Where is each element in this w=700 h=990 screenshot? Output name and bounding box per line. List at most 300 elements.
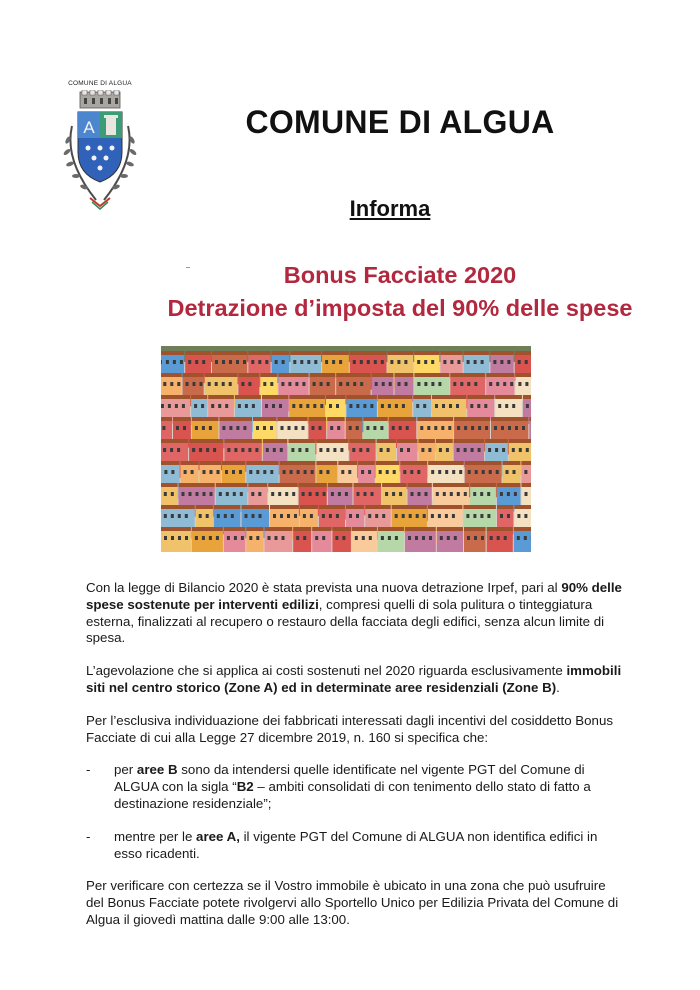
window-shape: [229, 382, 232, 386]
house-shape: [332, 530, 351, 552]
window-shape: [450, 360, 453, 364]
roof-shape: [387, 351, 413, 355]
window-shape: [171, 536, 174, 540]
window-shape: [273, 448, 276, 452]
house-shape: [486, 376, 514, 398]
roof-shape: [248, 483, 267, 487]
roof-shape: [161, 483, 178, 487]
window-shape: [356, 514, 359, 518]
window-shape: [502, 448, 505, 452]
window-shape: [256, 426, 259, 430]
window-shape: [305, 448, 308, 452]
window-shape: [226, 492, 229, 496]
window-shape: [466, 514, 469, 518]
window-shape: [332, 360, 335, 364]
window-shape: [298, 448, 301, 452]
window-shape: [393, 470, 396, 474]
roof-shape: [173, 417, 191, 421]
window-shape: [431, 360, 434, 364]
window-shape: [518, 360, 521, 364]
window-shape: [438, 382, 441, 386]
roof-shape: [378, 395, 412, 399]
window-shape: [487, 492, 490, 496]
window-shape: [309, 492, 312, 496]
window-shape: [395, 404, 398, 408]
window-shape: [287, 514, 290, 518]
window-shape: [404, 360, 407, 364]
window-shape: [470, 404, 473, 408]
window-shape: [222, 360, 225, 364]
window-shape: [329, 404, 332, 408]
house-shape: [224, 530, 245, 552]
window-shape: [270, 426, 273, 430]
house-shape: [405, 530, 436, 552]
roof-shape: [338, 461, 357, 465]
window-shape: [398, 382, 401, 386]
window-shape: [326, 448, 329, 452]
window-shape: [193, 382, 196, 386]
window-shape: [417, 470, 420, 474]
roof-shape: [346, 395, 377, 399]
window-shape: [180, 360, 183, 364]
window-shape: [522, 426, 525, 430]
window-shape: [225, 470, 228, 474]
window-shape: [245, 514, 248, 518]
roof-shape: [216, 483, 248, 487]
house-shape: [293, 530, 311, 552]
window-shape: [293, 360, 296, 364]
window-shape: [268, 536, 271, 540]
roof-shape: [246, 527, 263, 531]
bullet-text: per: [114, 762, 137, 778]
window-shape: [498, 404, 501, 408]
window-shape: [236, 360, 239, 364]
window-shape: [459, 470, 462, 474]
window-shape: [161, 360, 162, 364]
paragraph-2: [86, 663, 626, 697]
bullet-item-aree-b: [86, 762, 626, 812]
window-shape: [431, 470, 434, 474]
window-shape: [185, 536, 188, 540]
window-shape: [464, 492, 467, 496]
window-shape: [241, 382, 244, 386]
municipal-crest: [58, 80, 142, 214]
roof-shape: [515, 373, 531, 377]
roof-shape: [196, 505, 213, 509]
roof-shape: [464, 527, 486, 531]
window-shape: [218, 404, 221, 408]
window-shape: [320, 404, 323, 408]
window-shape: [464, 448, 467, 452]
window-shape: [282, 536, 285, 540]
window-shape: [439, 448, 442, 452]
window-shape: [467, 360, 470, 364]
window-shape: [489, 382, 492, 386]
roof-shape: [185, 351, 211, 355]
window-shape: [481, 360, 484, 364]
informa-heading: Informa: [349, 196, 431, 221]
window-shape: [215, 360, 218, 364]
roof-shape: [417, 417, 453, 421]
window-shape: [368, 514, 371, 518]
window-shape: [199, 448, 202, 452]
window-shape: [302, 382, 305, 386]
window-shape: [399, 426, 402, 430]
window-shape: [464, 426, 467, 430]
window-shape: [252, 514, 255, 518]
window-shape: [510, 382, 513, 386]
roof-shape: [428, 505, 463, 509]
roof-shape: [497, 483, 521, 487]
roof-shape: [378, 527, 404, 531]
window-shape: [171, 470, 174, 474]
window-shape: [203, 492, 206, 496]
roof-shape: [521, 461, 531, 465]
window-shape: [467, 536, 470, 540]
window-shape: [349, 426, 352, 430]
window-shape: [195, 360, 198, 364]
roof-shape: [358, 461, 375, 465]
window-shape: [500, 492, 503, 496]
window-shape: [417, 382, 420, 386]
window-shape: [323, 492, 326, 496]
window-shape: [265, 360, 268, 364]
roof-shape: [495, 395, 522, 399]
crest-letter: A: [83, 118, 95, 137]
window-shape: [381, 536, 384, 540]
window-shape: [195, 536, 198, 540]
window-shape: [408, 536, 411, 540]
roof-shape: [400, 461, 427, 465]
roof-shape: [414, 351, 439, 355]
window-shape: [411, 492, 414, 496]
window-shape: [192, 448, 195, 452]
window-shape: [295, 382, 298, 386]
window-shape: [422, 536, 425, 540]
roof-shape: [260, 373, 277, 377]
window-shape: [175, 404, 178, 408]
roof-shape: [397, 439, 417, 443]
roof-shape: [346, 505, 364, 509]
roof-shape: [242, 505, 270, 509]
window-shape: [213, 448, 216, 452]
window-shape: [238, 404, 241, 408]
window-shape: [488, 448, 491, 452]
window-shape: [452, 470, 455, 474]
roof-shape: [212, 351, 247, 355]
window-shape: [489, 470, 492, 474]
window-shape: [325, 360, 328, 364]
window-shape: [288, 382, 291, 386]
paragraph-2-text-a: L’agevolazione che si applica ai costi sostenuti nel 2020 riguarda esclusivamente: [86, 663, 567, 679]
window-shape: [438, 470, 441, 474]
roof-shape: [485, 439, 508, 443]
window-shape: [195, 426, 198, 430]
window-shape: [380, 426, 383, 430]
roof-shape: [376, 461, 400, 465]
window-shape: [279, 404, 282, 408]
window-shape: [348, 470, 351, 474]
window-shape: [496, 382, 499, 386]
window-shape: [225, 404, 228, 408]
window-shape: [327, 382, 330, 386]
roof-shape: [414, 373, 449, 377]
bullet-dash: -: [86, 828, 91, 844]
window-shape: [232, 470, 235, 474]
crest-caption: COMUNE DI ALGUA: [68, 80, 132, 87]
roof-shape: [222, 461, 245, 465]
roof-shape: [326, 395, 345, 399]
roof-shape: [490, 351, 513, 355]
roof-shape: [179, 483, 215, 487]
window-shape: [162, 426, 165, 430]
window-shape: [473, 492, 476, 496]
window-shape: [362, 536, 365, 540]
window-shape: [255, 448, 258, 452]
window-shape: [402, 404, 405, 408]
roof-shape: [405, 527, 436, 531]
headline-line-1: Bonus Facciate 2020: [283, 262, 517, 288]
roof-shape: [437, 527, 463, 531]
window-shape: [367, 360, 370, 364]
window-shape: [428, 448, 431, 452]
roof-shape: [428, 461, 464, 465]
window-shape: [171, 514, 174, 518]
house-shape: [464, 530, 486, 552]
roof-shape: [309, 417, 327, 421]
window-shape: [415, 536, 418, 540]
window-shape: [339, 382, 342, 386]
window-shape: [217, 514, 220, 518]
window-shape: [501, 426, 504, 430]
window-shape: [517, 514, 520, 518]
roof-shape: [270, 505, 299, 509]
window-shape: [399, 492, 402, 496]
window-shape: [182, 492, 185, 496]
window-shape: [356, 426, 359, 430]
paragraph-2-bold: immobili siti nel centro storico (Zone A) ed in determinate aree residenziali (Zone B): [86, 663, 622, 695]
window-shape: [424, 382, 427, 386]
colorful-town-photo-icon: [161, 346, 531, 552]
window-shape: [381, 360, 384, 364]
house-shape: [161, 530, 191, 552]
window-shape: [206, 448, 209, 452]
window-shape: [252, 404, 255, 408]
window-shape: [447, 536, 450, 540]
window-shape: [395, 514, 398, 518]
window-shape: [263, 426, 266, 430]
house-shape: [319, 508, 345, 530]
window-shape: [178, 514, 181, 518]
window-shape: [231, 514, 234, 518]
roof-shape: [192, 417, 219, 421]
window-shape: [355, 536, 358, 540]
window-shape: [349, 404, 352, 408]
roof-shape: [310, 373, 336, 377]
window-shape: [371, 492, 374, 496]
window-shape: [434, 426, 437, 430]
window-shape: [291, 448, 294, 452]
window-shape: [315, 536, 318, 540]
window-shape: [331, 492, 334, 496]
roof-shape: [246, 461, 278, 465]
window-shape: [202, 426, 205, 430]
window-shape: [243, 426, 246, 430]
window-shape: [241, 536, 244, 540]
window-shape: [517, 536, 520, 540]
roof-shape: [497, 505, 513, 509]
window-shape: [270, 470, 273, 474]
window-shape: [416, 514, 419, 518]
window-shape: [457, 492, 460, 496]
window-shape: [512, 448, 515, 452]
window-shape: [234, 448, 237, 452]
roof-shape: [161, 505, 195, 509]
window-shape: [329, 514, 332, 518]
paragraph-1-bold: 90% delle spese sostenute per interventi edilizi: [86, 580, 622, 612]
window-shape: [248, 448, 251, 452]
window-shape: [443, 492, 446, 496]
house-shape: [265, 530, 293, 552]
window-shape: [178, 536, 181, 540]
window-shape: [526, 404, 529, 408]
window-shape: [168, 404, 171, 408]
window-shape: [507, 360, 510, 364]
window-shape: [263, 470, 266, 474]
roof-shape: [192, 527, 223, 531]
window-shape: [299, 404, 302, 408]
window-shape: [397, 360, 400, 364]
window-shape: [283, 470, 286, 474]
window-shape: [375, 514, 378, 518]
window-shape: [388, 404, 391, 408]
window-shape: [322, 536, 325, 540]
window-shape: [259, 514, 262, 518]
window-shape: [292, 404, 295, 408]
window-shape: [285, 492, 288, 496]
roof-shape: [327, 417, 345, 421]
window-shape: [304, 470, 307, 474]
window-shape: [497, 536, 500, 540]
roof-shape: [263, 439, 288, 443]
window-shape: [525, 492, 528, 496]
window-shape: [345, 492, 348, 496]
window-shape: [185, 514, 188, 518]
roof-shape: [346, 417, 363, 421]
window-shape: [402, 514, 405, 518]
roof-shape: [354, 483, 382, 487]
window-shape: [202, 360, 205, 364]
window-shape: [229, 426, 232, 430]
window-shape: [431, 382, 434, 386]
window-shape: [164, 536, 167, 540]
window-shape: [494, 426, 497, 430]
window-shape: [248, 382, 251, 386]
window-shape: [265, 404, 268, 408]
window-shape: [443, 360, 446, 364]
window-shape: [164, 514, 167, 518]
window-shape: [313, 404, 316, 408]
roof-shape: [238, 373, 259, 377]
window-shape: [457, 448, 460, 452]
roof-shape: [272, 351, 290, 355]
window-shape: [258, 492, 261, 496]
roof-shape: [219, 417, 252, 421]
window-shape: [336, 404, 339, 408]
roof-shape: [392, 505, 427, 509]
window-shape: [406, 426, 409, 430]
window-shape: [512, 404, 515, 408]
house-shape: [352, 530, 377, 552]
window-shape: [471, 426, 474, 430]
roof-shape: [467, 395, 494, 399]
window-shape: [163, 382, 166, 386]
window-shape: [189, 492, 192, 496]
roof-shape: [413, 395, 431, 399]
window-shape: [495, 448, 498, 452]
window-shape: [388, 536, 391, 540]
roof-shape: [389, 417, 417, 421]
window-shape: [177, 382, 180, 386]
paragraph-1-text-b: , compresi quelli di sola pulitura o tinteggiatura esterna, finalizzati al recupero o restauro della facciata degli edifici, senza alcun limite di spesa.: [86, 596, 605, 646]
window-shape: [507, 492, 510, 496]
window-shape: [448, 426, 451, 430]
window-shape: [457, 360, 460, 364]
window-shape: [314, 360, 317, 364]
roof-shape: [262, 395, 288, 399]
window-shape: [471, 448, 474, 452]
window-shape: [310, 514, 313, 518]
window-shape: [445, 470, 448, 474]
window-shape: [481, 536, 484, 540]
house-shape: [514, 530, 531, 552]
window-shape: [390, 360, 393, 364]
roof-shape: [224, 439, 261, 443]
bullet-item-aree-a: [86, 829, 626, 863]
window-shape: [203, 470, 206, 474]
window-shape: [467, 382, 470, 386]
window-shape: [243, 360, 246, 364]
window-shape: [209, 536, 212, 540]
window-shape: [209, 426, 212, 430]
window-shape: [480, 514, 483, 518]
window-shape: [400, 448, 403, 452]
roof-shape: [464, 351, 490, 355]
window-shape: [297, 470, 300, 474]
roof-shape: [299, 483, 327, 487]
headline: [140, 259, 660, 325]
window-shape: [270, 382, 273, 386]
roof-shape: [377, 439, 396, 443]
house-shape: [487, 530, 513, 552]
window-shape: [215, 382, 218, 386]
window-shape: [482, 470, 485, 474]
window-shape: [273, 514, 276, 518]
roof-shape: [208, 395, 234, 399]
window-shape: [200, 382, 203, 386]
window-shape: [199, 514, 202, 518]
window-shape: [281, 382, 284, 386]
roof-shape: [289, 395, 325, 399]
roof-shape: [316, 439, 348, 443]
window-shape: [164, 470, 167, 474]
window-shape: [407, 448, 410, 452]
window-shape: [337, 426, 340, 430]
window-shape: [302, 426, 305, 430]
roof-shape: [278, 417, 308, 421]
roof-shape: [253, 417, 276, 421]
window-shape: [303, 514, 306, 518]
